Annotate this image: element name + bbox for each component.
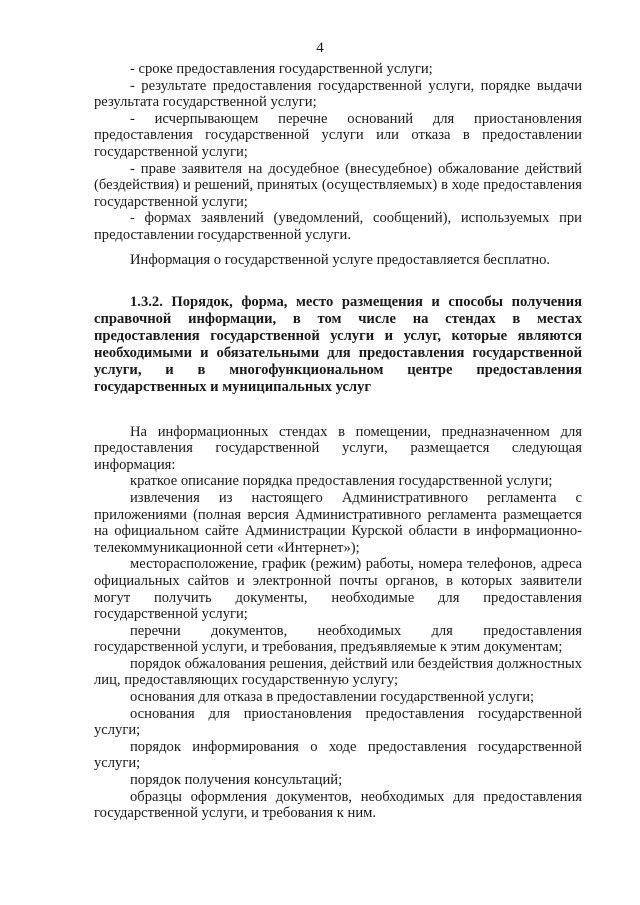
list-item: месторасположение, график (режим) работы, номера телефонов, адреса официальных сайтов и электронной почты органов, в которых заявители могут получить документы, необходимые для предоставления государственной услуги; <box>94 556 582 623</box>
paragraph: - исчерпывающем перечне оснований для приостановления предоставления государственной услуги или отказа в предоставлении государственной услуги; <box>94 110 582 160</box>
list-item: образцы оформления документов, необходимых для предоставления государственной услуги, и требования к ним. <box>94 788 582 822</box>
list-item: основания для отказа в предоставлении государственной услуги; <box>130 689 535 706</box>
paragraph: - праве заявителя на досудебное (внесудебное) обжалование действий (бездействия) и решений, принятых (осуществляемых) в ходе предоставления государственной услуги; <box>94 160 582 210</box>
paragraph: - сроке предоставления государственной услуги; <box>130 61 433 77</box>
list-item: краткое описание порядка предоставления государственной услуги; <box>130 473 553 490</box>
list-item: порядок получения консультаций; <box>130 772 343 789</box>
section-heading: 1.3.2. Порядок, форма, место размещения и способы получения справочной информации, в том числе на стендах в местах предоставления государственной услуги и услуг, которые являются необходимыми и обязательными для предоставления государственной услуги, и в многофункциональном центре предоставления государственных и муниципальных услуг <box>94 294 582 395</box>
paragraph: На информационных стендах в помещении, предназначенном для предоставления государственной услуги, размещается следующая информация: <box>94 423 582 473</box>
paragraph: Информация о государственной услуге предоставляется бесплатно. <box>130 251 551 268</box>
list-item: извлечения из настоящего Административного регламента с приложениями (полная версия Административного регламента размещается на официальном сайте Администрации Курской области в информационно-телекоммуникационной сети «Интернет»); <box>94 489 582 556</box>
paragraph: - результате предоставления государственной услуги, порядке выдачи результата государственной услуги; <box>94 77 582 111</box>
paragraph: - формах заявлений (уведомлений, сообщений), используемых при предоставлении государственной услуги. <box>94 210 582 243</box>
list-item: перечни документов, необходимых для предоставления государственной услуги, и требования, предъявляемые к этим документам; <box>94 622 582 656</box>
list-item: основания для приостановления предоставления государственной услуги; <box>94 705 582 739</box>
page-number: 4 <box>316 40 324 56</box>
list-item: порядок информирования о ходе предоставления государственной услуги; <box>94 738 582 772</box>
list-item: порядок обжалования решения, действий или бездействия должностных лиц, предоставляющих государственную услугу; <box>94 655 582 689</box>
document-body <box>94 61 582 822</box>
